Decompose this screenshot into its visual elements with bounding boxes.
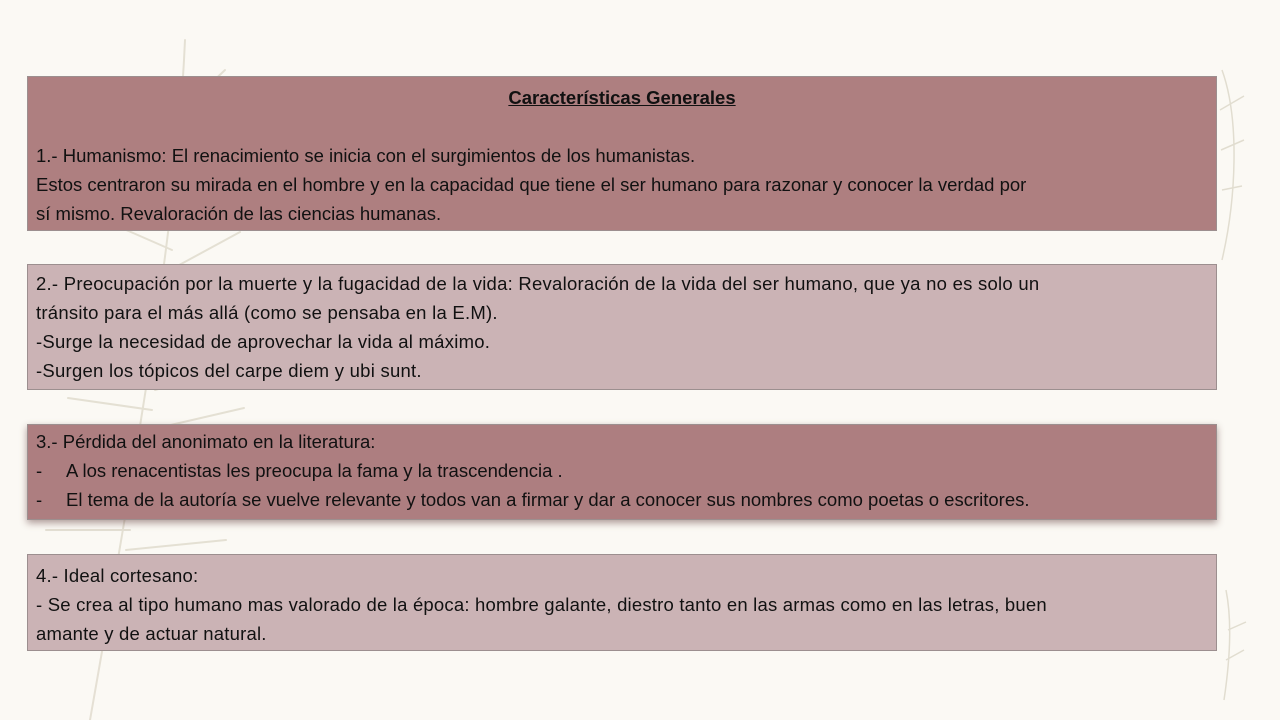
dash-bullet: - [36,460,43,481]
courtier-line: amante y de actuar natural. [36,623,267,644]
section-title: Características Generales [508,87,736,108]
courtier-ideal-box [27,554,1217,651]
list-item [36,485,1208,514]
list-item-text: El tema de la autoría se vuelve relevante y todos van a firmar y dar a conocer sus nombres como poetas o escritores. [66,489,1030,510]
general-characteristics-box [27,76,1217,231]
death-concern-point: 2.- Preocupación por la muerte y la fugacidad de la vida: Revaloración de la vida del ser humano, que ya no es solo un [36,273,1040,294]
dash-bullet: - [36,489,43,510]
humanism-detail-line: Estos centraron su mirada en el hombre y en la capacidad que tiene el ser humano para razonar y conocer la verdad por [36,174,1027,195]
spacer [36,112,1208,141]
list-item-text: A los renacentistas les preocupa la fama y la trascendencia . [66,460,563,481]
list-item [36,456,1208,485]
anonymity-heading: 3.- Pérdida del anonimato en la literatura: [36,431,376,452]
humanism-point: 1.- Humanismo: El renacimiento se inicia con el surgimientos de los humanistas. [36,145,696,166]
anonymity-loss-box [27,424,1217,520]
death-concern-line: -Surgen los tópicos del carpe diem y ubi sunt. [36,360,422,381]
death-concern-box [27,264,1217,390]
death-concern-line: -Surge la necesidad de aprovechar la vida al máximo. [36,331,491,352]
death-concern-line: tránsito para el más allá (como se pensaba en la E.M). [36,302,498,323]
humanism-detail-line: sí mismo. Revaloración de las ciencias humanas. [36,203,442,224]
courtier-line: - Se crea al tipo humano mas valorado de la época: hombre galante, diestro tanto en las armas como en las letras, buen [36,594,1047,615]
courtier-heading: 4.- Ideal cortesano: [36,565,199,586]
